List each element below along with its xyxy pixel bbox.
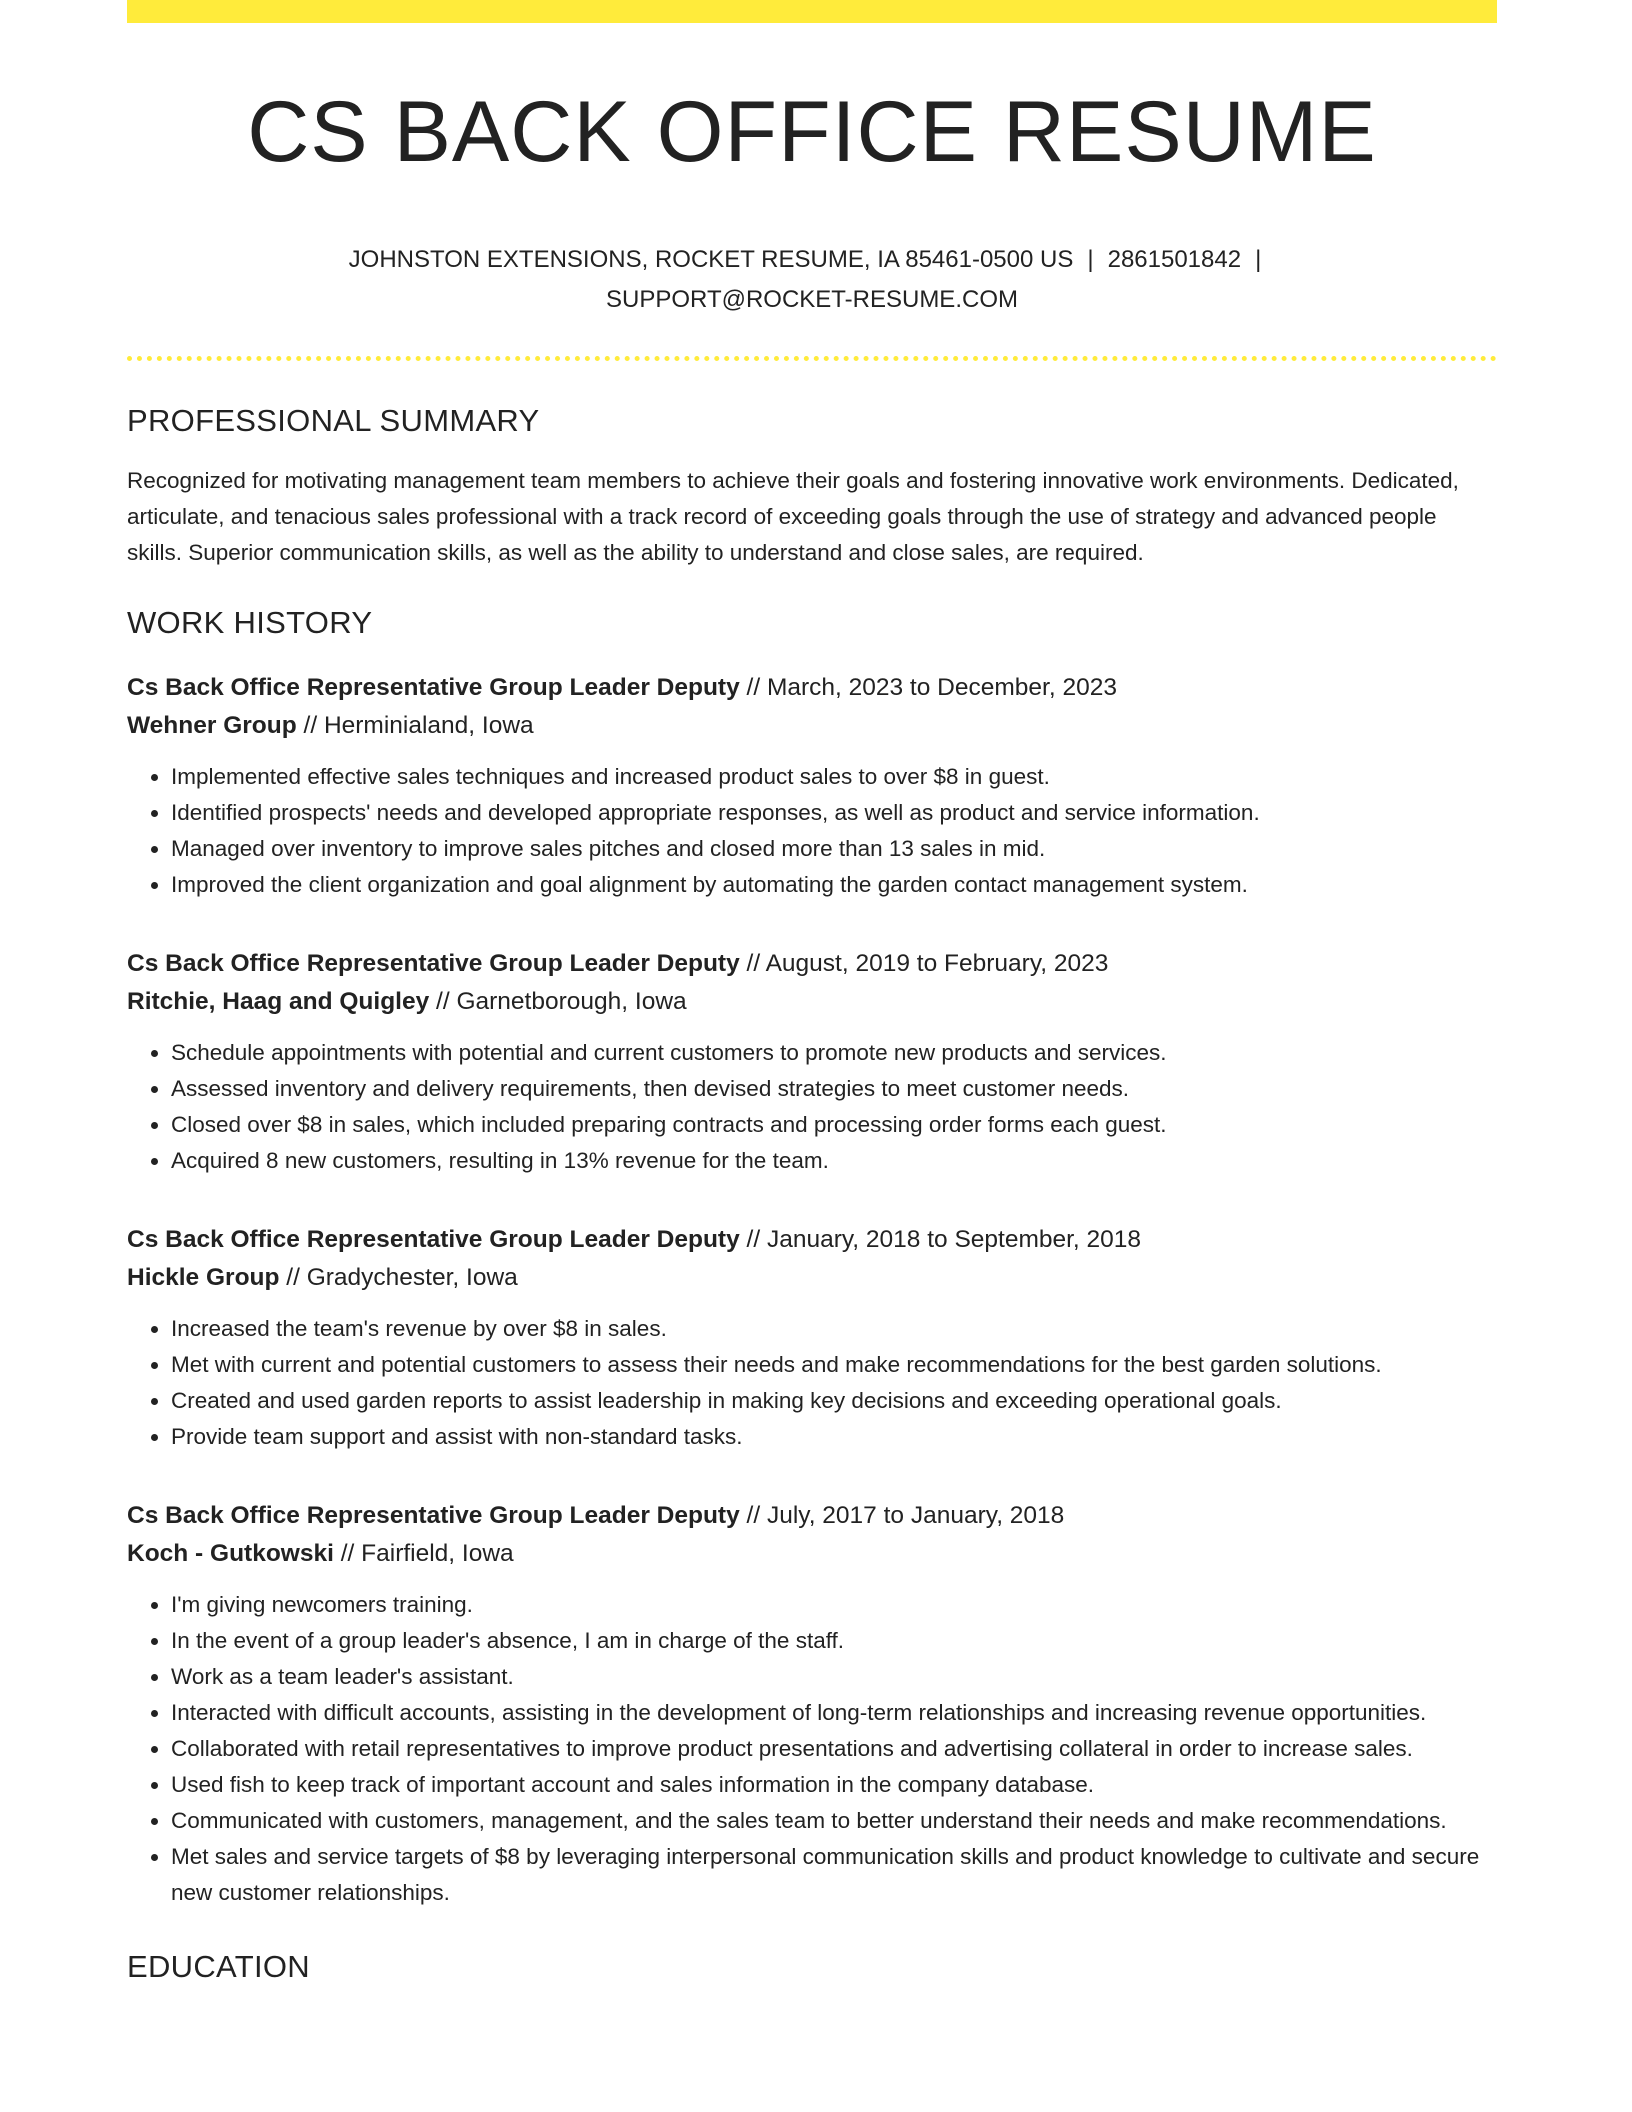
- bullet-item: • Used fish to keep track of important account and sales information in the company database.: [171, 1767, 1497, 1803]
- job-entry: [127, 945, 1497, 1179]
- bullet-item: • Assessed inventory and delivery requirements, then devised strategies to meet customer needs.: [171, 1071, 1497, 1107]
- separator: //: [333, 1539, 362, 1567]
- work-history-list: [127, 669, 1497, 1911]
- company-name: Hickle Group: [127, 1263, 280, 1291]
- job-location: Fairfield, Iowa: [361, 1539, 514, 1567]
- summary-text: Recognized for motivating management team members to achieve their goals and fostering innovative work environments. Dedicated, articulate, and tenacious sales professional with a track record of exceeding goals through the use of strategy and advanced people skills. Superior communication skills, as well as the ability to understand and close sales, are required.: [127, 467, 1459, 565]
- job-entry: [127, 1497, 1497, 1911]
- separator: //: [429, 987, 457, 1015]
- company-name: Koch - Gutkowski: [127, 1539, 334, 1567]
- job-title: Cs Back Office Representative Group Leader Deputy: [127, 949, 740, 977]
- job-dates: August, 2019 to February, 2023: [765, 949, 1109, 977]
- job-title: Cs Back Office Representative Group Leader Deputy: [127, 1501, 740, 1529]
- bullet-item: • I'm giving newcomers training.: [171, 1587, 1497, 1623]
- separator: //: [296, 711, 324, 739]
- job-entry: [127, 1221, 1497, 1455]
- bullet-item: • Work as a team leader's assistant.: [171, 1659, 1497, 1695]
- summary-heading: PROFESSIONAL SUMMARY: [127, 402, 540, 438]
- company-name: Ritchie, Haag and Quigley: [127, 987, 430, 1015]
- job-dates: July, 2017 to January, 2018: [766, 1501, 1065, 1529]
- job-title: Cs Back Office Representative Group Leader Deputy: [127, 673, 740, 701]
- bullet-item: • Schedule appointments with potential and current customers to promote new products and services.: [171, 1035, 1497, 1071]
- job-dates: January, 2018 to September, 2018: [766, 1225, 1142, 1253]
- bullet-item: • Collaborated with retail representatives to improve product presentations and advertising collateral in order to increase sales.: [171, 1731, 1497, 1767]
- job-dates: March, 2023 to December, 2023: [766, 673, 1117, 701]
- job-title: Cs Back Office Representative Group Leader Deputy: [127, 1225, 740, 1253]
- resume-title: CS BACK OFFICE RESUME: [247, 84, 1377, 180]
- job-title-line: [127, 1221, 1497, 1259]
- separator: //: [739, 949, 766, 977]
- bullet-item: • Created and used garden reports to assist leadership in making key decisions and exceeding operational goals.: [171, 1383, 1497, 1419]
- job-company-line: [127, 707, 1497, 745]
- bullet-item: • Increased the team's revenue by over $8 in sales.: [171, 1311, 1497, 1347]
- bullet-item: • Interacted with difficult accounts, assisting in the development of long-term relationships and increasing revenue opportunities.: [171, 1695, 1497, 1731]
- email: SUPPORT@ROCKET-RESUME.COM: [606, 285, 1018, 313]
- bullet-item: • Improved the client organization and goal alignment by automating the garden contact management system.: [171, 867, 1497, 903]
- job-entry: [127, 669, 1497, 903]
- job-title-line: [127, 1497, 1497, 1535]
- job-location: Herminialand, Iowa: [323, 711, 534, 739]
- separator: //: [279, 1263, 307, 1291]
- phone: 2861501842: [1107, 245, 1242, 273]
- bullet-item: • Managed over inventory to improve sales pitches and closed more than 13 sales in mid.: [171, 831, 1497, 867]
- bullet-item: • In the event of a group leader's absence, I am in charge of the staff.: [171, 1623, 1497, 1659]
- bullet-item: • Closed over $8 in sales, which included preparing contracts and processing order forms each guest.: [171, 1107, 1497, 1143]
- resume-page: [127, 0, 1497, 1985]
- bullet-item: • Met sales and service targets of $8 by leveraging interpersonal communication skills and product knowledge to cultivate and secure new customer relationships.: [171, 1839, 1497, 1911]
- education-heading: EDUCATION: [127, 1948, 310, 1984]
- job-company-line: [127, 983, 1497, 1021]
- bullet-item: • Implemented effective sales techniques and increased product sales to over $8 in guest.: [171, 759, 1497, 795]
- dotted-divider: [127, 356, 1497, 361]
- bullet-item: • Acquired 8 new customers, resulting in 13% revenue for the team.: [171, 1143, 1497, 1179]
- contact-info: [127, 240, 1497, 320]
- job-bullets: [127, 759, 1497, 903]
- job-bullets: [127, 1311, 1497, 1455]
- work-history-heading: WORK HISTORY: [127, 604, 373, 640]
- job-location: Gradychester, Iowa: [306, 1263, 518, 1291]
- job-bullets: [127, 1587, 1497, 1911]
- separator: //: [739, 673, 767, 701]
- bullet-item: • Provide team support and assist with non-standard tasks.: [171, 1419, 1497, 1455]
- address: JOHNSTON EXTENSIONS, ROCKET RESUME, IA 85461-0500 US: [348, 245, 1074, 273]
- bullet-item: • Identified prospects' needs and developed appropriate responses, as well as product and service information.: [171, 795, 1497, 831]
- separator: //: [739, 1225, 767, 1253]
- bullet-item: • Communicated with customers, management, and the sales team to better understand their needs and make recommendations.: [171, 1803, 1497, 1839]
- job-location: Garnetborough, Iowa: [456, 987, 687, 1015]
- job-title-line: [127, 945, 1497, 983]
- top-accent-bar: [127, 0, 1497, 23]
- job-title-line: [127, 669, 1497, 707]
- separator: //: [739, 1501, 767, 1529]
- contact-separator: |: [1255, 245, 1262, 273]
- job-bullets: [127, 1035, 1497, 1179]
- job-company-line: [127, 1535, 1497, 1573]
- job-company-line: [127, 1259, 1497, 1297]
- bullet-item: • Met with current and potential customers to assess their needs and make recommendations for the best garden solutions.: [171, 1347, 1497, 1383]
- company-name: Wehner Group: [127, 711, 297, 739]
- contact-separator: |: [1087, 245, 1094, 273]
